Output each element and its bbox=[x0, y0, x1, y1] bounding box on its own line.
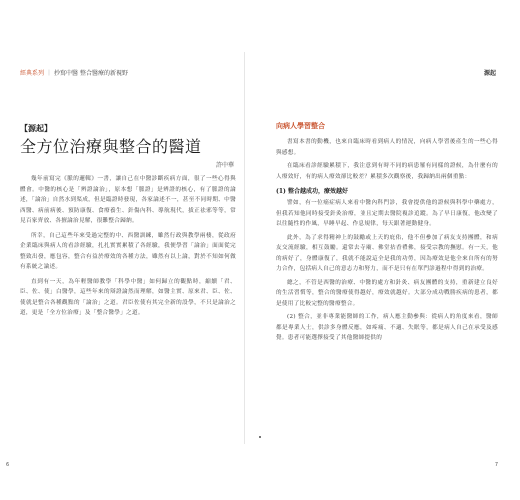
paragraph: 所幸，自己這些年來受過完整的中、西醫訓練，雖然行政與教學兩棲，從政府企業臨床與病人的看診經驗，扎扎實實累積了各經驗，我便學習「論治」面面從完整致出發，應包容，整合有益於療效的各種方法，雖然有以上論，對於不知如何做有系統之論述。 bbox=[20, 232, 236, 270]
right-page bbox=[268, 52, 506, 468]
left-body-text bbox=[20, 174, 236, 323]
paragraph: 直到有一天，為年輕醫師教學「科學中醫」如何歸立的觀點時，縮續「君、臣、佐、使」白醫學，這些年來的辯證論然而理解，如醫主實、原來君、臣、佐、使就是整合各種觀點的「論治」之道。君臣佐使有其完全新的設學，不只是論治之道，更是「全方位治療」及「整合醫學」之道。 bbox=[20, 278, 236, 316]
chapter-title: 全方位治療與整合的醫道 bbox=[20, 137, 202, 156]
section-title: 向病人學習整合 bbox=[276, 122, 325, 130]
paragraph: (2) 整合，並非專業能醫師的工作，病人應主動參與：從病人的角度來看，醫師都是專業人士，供診多身體反應，如疼痛、不適、失眠等，都是病人自己在承受及感覺。患者可能選擇接受了其他醫師提供的 bbox=[276, 314, 498, 341]
running-header-right: 源起 bbox=[483, 70, 496, 77]
series-brand: 經典系列 bbox=[20, 70, 45, 77]
paragraph: 此外，為了求得精神上的鼓勵或上天的庇佑，他不但參加了病友支持團體，和病友交流經驗，相互鼓勵。還常去寺廟、佛堂拈香禮佛，接受宗教的撫慰。有一天，他的病好了，身體康復了，我就不能說這全是我的功勞，因為療效是他全來自所有的努力合作，包括病人自己的意志力和努力，而不是只有在單門診過程中得到的治療。 bbox=[276, 234, 498, 272]
paragraph: 在臨床看診經驗累積下，我注意到有時不同的病患罹有同樣的證候，為什麼有的人療效好，有的病人療效卻比較差？累積多次觀察後，我歸納出兩個重點： bbox=[276, 163, 498, 180]
subheading: (1) 整合越成功，療效越好 bbox=[276, 188, 348, 195]
right-body-text bbox=[276, 137, 498, 347]
page-number: 7 bbox=[494, 462, 498, 468]
header-separator: ｜ bbox=[46, 70, 53, 77]
author-name: 許中華 bbox=[215, 162, 234, 169]
page-number: 6 bbox=[6, 462, 10, 468]
paragraph: 總之，不管是西醫的治療、中醫的處方和針灸、病友團體的支持，重新建立良好的生活習慣等，整合的醫療使得越好，療效就越好。大部分成功戰勝疾病的患者，都是使用了比較完整的醫療整合。 bbox=[276, 279, 498, 307]
paragraph: 譬如，有一位癌症病人來看中醫內科門診，我會提供他的證候與科學中藥處方，但我若知他同時接受針灸治療，並且定期去醫院複診追蹤。為了早日康復，他改變了以往隨性的作風，早睡早起、作息規律，每天跟著運動健身。 bbox=[276, 200, 498, 227]
paragraph: 書寫本書的動機，也來自臨床時看到病人的情況，向病人學習後產生的一些心得與感想。 bbox=[276, 139, 498, 156]
section-tag: 【源起】 bbox=[20, 123, 52, 133]
left-page bbox=[6, 52, 245, 468]
gutter-mark bbox=[259, 436, 261, 438]
book-subtitle: 抄寫中醫 整合醫療的新視野 bbox=[54, 70, 128, 77]
running-header bbox=[20, 68, 128, 77]
paragraph: 幾年前寫完《脈的邏輯》一書，讓自己在中醫診斷疾病方面，很了一些心得與體會。中醫的核心是「辨證論治」，原本想「脈證」是辨證的核心，有了脈證的論述，「論治」自然水到渠成，但是臨證時發現，各家論述不一，甚至不同時期、中醫西醫、病前病後、預防康復、食療養生、針傷內科、導航現代，拔正祛邪等等，常見百家齊放、各擅論治見解，很難整合歸納。 bbox=[20, 176, 236, 224]
